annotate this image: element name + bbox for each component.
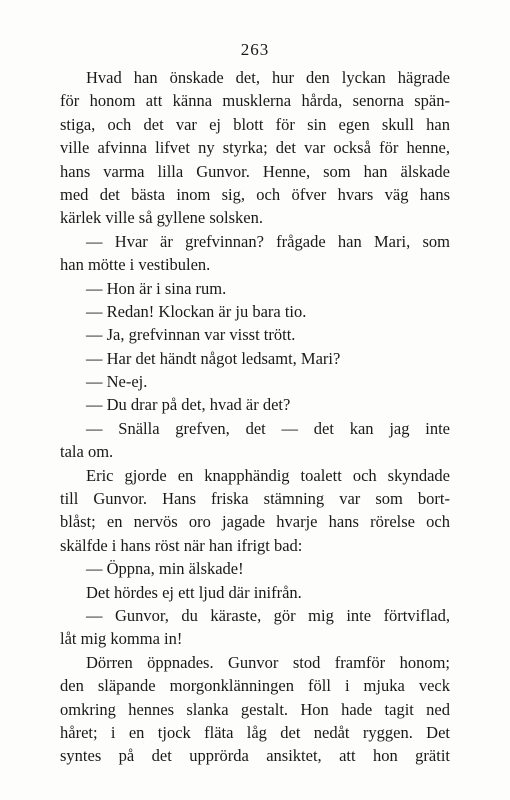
text-line: Det hördes ej ett ljud där inifrån. [86, 582, 302, 602]
text-line: — Redan! Klockan är ju bara tio. [86, 301, 307, 321]
text-line: till Gunvor. Hans friska stämning var som bort- [60, 489, 450, 509]
text-line: skälfde i hans röst när han ifrigt bad: [60, 535, 303, 555]
text-line: stiga, och det var ej blott för sin egen skull han [60, 114, 450, 134]
text-line: — Hon är i sina rum. [86, 278, 227, 298]
text-line: — Snälla grefven, det — det kan jag inte [86, 418, 450, 438]
text-line: — Du drar på det, hvad är det? [86, 395, 291, 415]
text-line: — Ja, grefvinnan var visst trött. [86, 325, 296, 345]
text-line: blåst; en nervös oro jagade hvarje hans rörelse och [60, 512, 450, 532]
text-line: ville afvinna lifvet ny styrka; det var också för henne, [60, 138, 450, 158]
text-line: — Gunvor, du käraste, gör mig inte förtviflad, [86, 605, 450, 625]
text-line: tala om. [60, 442, 114, 462]
text-line: kärlek ville så gyllene solsken. [60, 208, 263, 228]
text-line: — Har det händt något ledsamt, Mari? [86, 348, 341, 368]
page-number: 263 [240, 40, 270, 59]
text-line: hans varma lilla Gunvor. Henne, som han älskade [60, 161, 450, 181]
text-line: syntes på det upprörda ansiktet, att hon grätit [60, 746, 450, 766]
text-line: den släpande morgonklänningen föll i mjuka veck [60, 676, 450, 696]
text-line: låt mig komma in! [60, 629, 183, 649]
text-line: håret; i en tjock fläta låg det nedåt ryggen. Det [60, 722, 450, 742]
text-line: med det bästa inom sig, och öfver hvars väg hans [60, 184, 450, 204]
body-text [60, 66, 450, 768]
text-line: han mötte i vestibulen. [60, 255, 211, 275]
text-line: Eric gjorde en knapphändig toalett och skyndade [86, 465, 450, 485]
text-line: Dörren öppnades. Gunvor stod framför honom; [86, 652, 450, 672]
text-line: omkring hennes slanka gestalt. Hon hade tagit ned [60, 699, 450, 719]
text-line: — Hvar är grefvinnan? frågade han Mari, som [86, 231, 450, 251]
text-line: för honom att känna musklerna hårda, senorna spän- [60, 91, 450, 111]
text-line: Hvad han önskade det, hur den lyckan hägrade [86, 68, 450, 87]
text-line: — Ne-ej. [86, 372, 148, 392]
text-line: — Öppna, min älskade! [86, 559, 244, 579]
